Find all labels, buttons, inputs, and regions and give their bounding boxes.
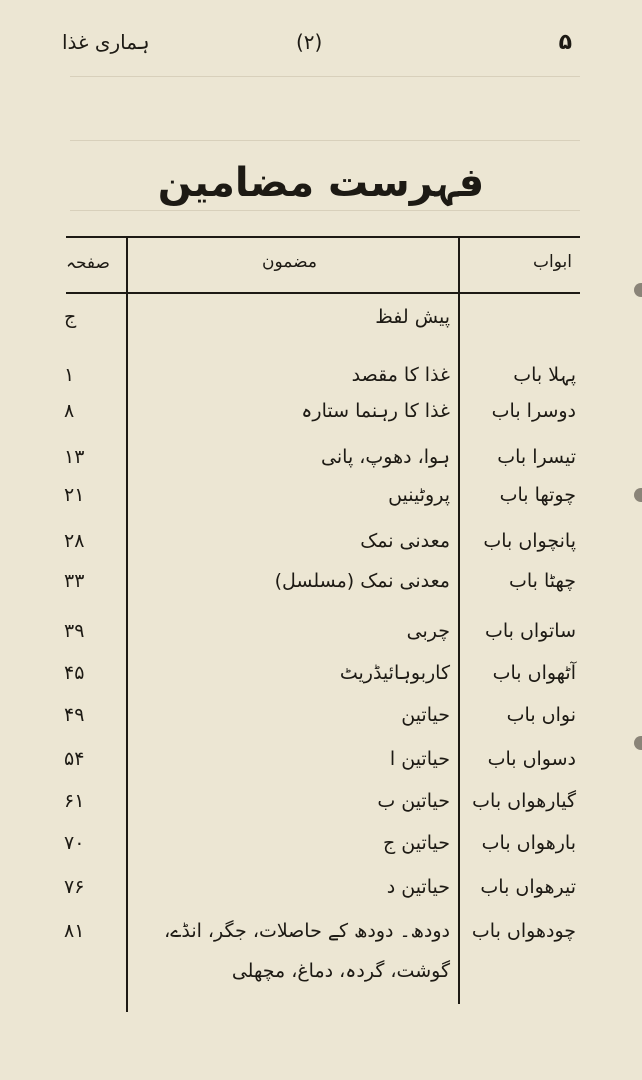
chapter-cell: گیارھواں باب <box>472 790 576 812</box>
page-cell: ۱ <box>64 364 75 386</box>
subject-cell: حیاتین ج <box>382 832 450 854</box>
chapter-cell: چوتھا باب <box>499 484 576 506</box>
table-row <box>0 446 642 480</box>
table-row <box>0 400 642 434</box>
roman-page-marker: (۲) <box>296 30 323 54</box>
binding-hole <box>634 488 642 502</box>
chapter-cell: آٹھواں باب <box>492 662 576 684</box>
page-cell: ۷۶ <box>64 876 85 898</box>
subject-cell: دودھ۔ دودھ کے حاصلات، جگر، انڈے، <box>164 920 450 942</box>
page-cell: ۶۱ <box>64 790 85 812</box>
chapter-cell: دوسرا باب <box>491 400 576 422</box>
page-cell: ۱۳ <box>64 446 85 468</box>
table-row <box>0 748 642 782</box>
page-cell: ۳۳ <box>64 570 85 592</box>
column-header-subject: مضمون <box>262 252 317 272</box>
column-header-chapters: ابواب <box>533 252 572 272</box>
chapter-cell: پہلا باب <box>513 364 576 386</box>
chapter-cell: بارھواں باب <box>481 832 576 854</box>
bleed-through-line <box>70 210 580 211</box>
table-row <box>0 790 642 824</box>
table-row <box>0 570 642 604</box>
binding-hole <box>634 283 642 297</box>
chapter-cell: دسواں باب <box>487 748 576 770</box>
subject-cell: پروٹینیں <box>388 484 450 506</box>
page-cell: ۲۸ <box>64 530 85 552</box>
table-top-rule <box>66 236 580 238</box>
subject-cell: غذا کا رہنما ستارہ <box>301 400 450 422</box>
subject-cell: حیاتین ا <box>389 748 450 770</box>
running-title: ہماری غذا <box>62 30 150 54</box>
page-cell: ۴۹ <box>64 704 85 726</box>
table-row <box>0 530 642 564</box>
page-title: فہرست مضامین <box>157 160 485 206</box>
page-cell: ۷۰ <box>64 832 85 854</box>
table-row <box>0 662 642 696</box>
page-cell: ۲۱ <box>64 484 85 506</box>
binding-hole <box>634 736 642 750</box>
page-number: ۵ <box>558 30 572 55</box>
page-cell: ۸ <box>64 400 75 422</box>
bleed-through-line <box>70 140 580 141</box>
table-row <box>0 876 642 910</box>
chapter-cell: تیسرا باب <box>497 446 576 468</box>
subject-cell: چربی <box>406 620 450 642</box>
page-cell: ۳۹ <box>64 620 85 642</box>
page-cell: ۴۵ <box>64 662 85 684</box>
subject-cell: پیش لفظ <box>375 306 450 328</box>
page-cell: ج <box>64 306 77 328</box>
bleed-through-line <box>70 76 580 77</box>
column-header-page: صفحہ <box>66 253 110 273</box>
chapter-cell: ساتواں باب <box>484 620 576 642</box>
table-row <box>0 620 642 654</box>
table-row <box>0 484 642 518</box>
subject-cell: حیاتین ب <box>377 790 450 812</box>
subject-cell: معدنی نمک <box>360 530 450 552</box>
chapter-cell: چھٹا باب <box>508 570 576 592</box>
subject-cell: کاربوہائیڈریٹ <box>339 662 450 684</box>
chapter-cell: پانچواں باب <box>483 530 576 552</box>
chapter-cell: نواں باب <box>506 704 576 726</box>
page-cell: ۸۱ <box>64 920 85 942</box>
table-header-rule <box>66 292 580 294</box>
table-row <box>0 704 642 738</box>
subject-cell: حیاتین د <box>386 876 450 898</box>
table-row <box>0 920 642 954</box>
subject-cell: غذا کا مقصد <box>351 364 450 386</box>
chapter-cell: چودھواں باب <box>471 920 576 942</box>
table-row <box>0 306 642 340</box>
chapter-cell: تیرھواں باب <box>480 876 576 898</box>
page-cell: ۵۴ <box>64 748 85 770</box>
table-row <box>0 960 642 994</box>
subject-cell: ہوا، دھوپ، پانی <box>321 446 450 468</box>
table-row <box>0 832 642 866</box>
subject-cell: معدنی نمک (مسلسل) <box>274 570 450 592</box>
table-row <box>0 364 642 398</box>
subject-cell: حیاتین <box>401 704 450 726</box>
subject-cell: گوشت، گردہ، دماغ، مچھلی <box>231 960 450 982</box>
